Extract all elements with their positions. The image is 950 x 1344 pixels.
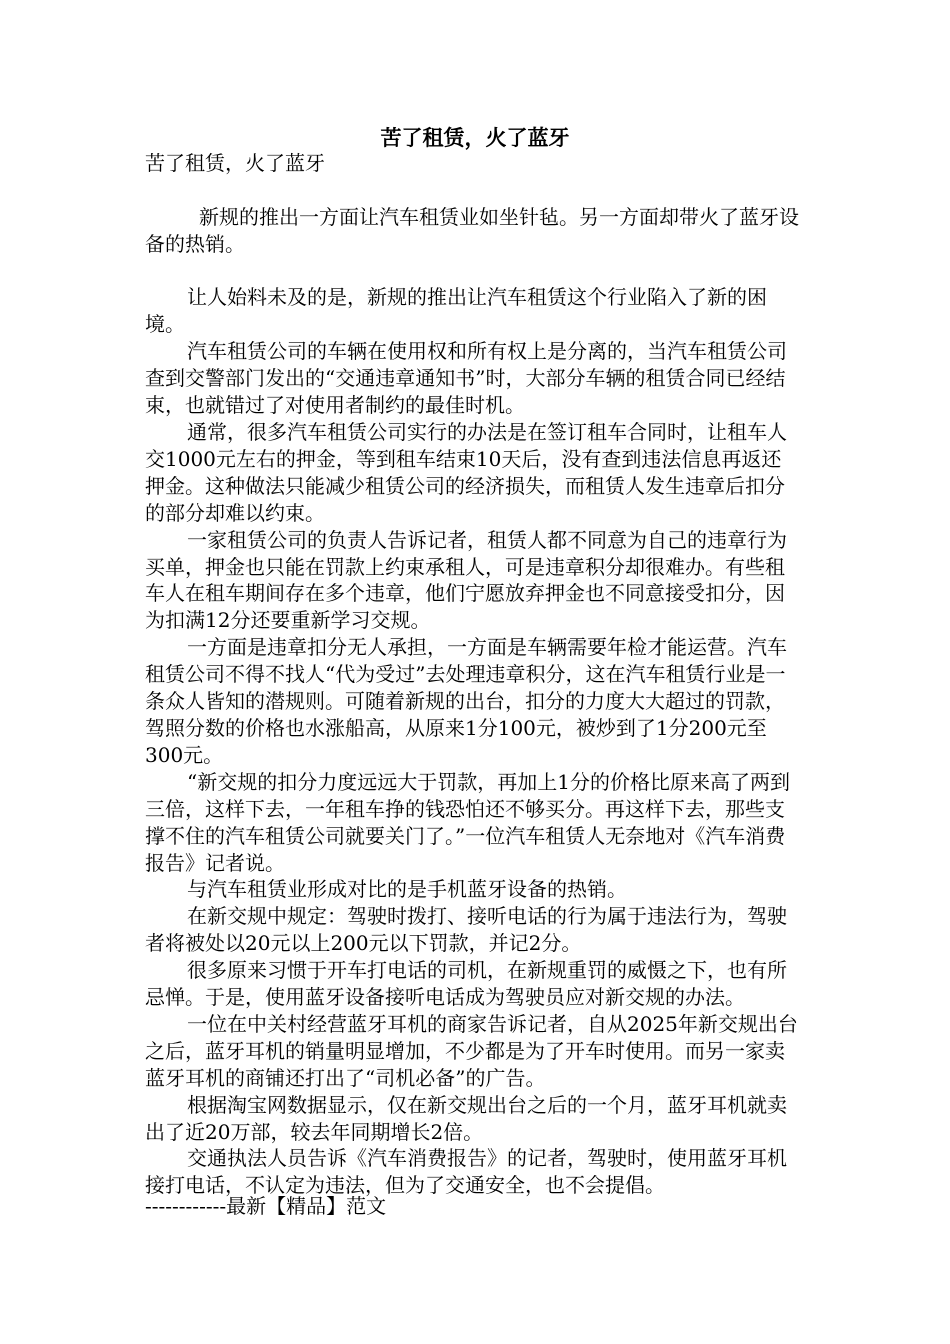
footer-text: ------------最新【精品】范文	[145, 1194, 387, 1218]
paragraph-3: 通常，很多汽车租赁公司实行的办法是在签订租车合同时，让租车人交1000元左右的押金，等到租车结束10天后，没有查到违法信息再返还押金。这种做法只能减少租赁公司的经济损失，而租赁人发生违章后扣分的部分却难以约束。	[145, 420, 787, 525]
paragraph-6: “新交规的扣分力度远远大于罚款，再加上1分的价格比原来高了两到三倍，这样下去，一年租车挣的钱恐怕还不够买分。再这样下去，那些支撑不住的汽车租赁公司就要关门了。”一位汽车租赁人无奈地对《汽车消费报告》记者说。	[145, 769, 790, 875]
paragraph-7: 与汽车租赁业形成对比的是手机蓝牙设备的热销。	[187, 877, 627, 902]
paragraph-4: 一家租赁公司的负责人告诉记者，租赁人都不同意为自己的违章行为买单，押金也只能在罚款上约束承租人，可是违章积分却很难办。有些租车人在租车期间存在多个违章，他们宁愿放弃押金也不同意接受扣分，因为扣满12分还要重新学习交规。	[145, 527, 787, 633]
document-subtitle: 苦了租赁，火了蓝牙	[145, 151, 325, 175]
blank-line	[145, 258, 800, 285]
paragraph-1: 让人始料未及的是，新规的推出让汽车租赁这个行业陷入了新的困境。	[145, 285, 767, 337]
paragraph-10: 一位在中关村经营蓝牙耳机的商家告诉记者，自从2025年新交规出台之后，蓝牙耳机的销量明显增加，不少都是为了开车时使用。而另一家卖蓝牙耳机的商铺还打出了“司机必备”的广告。	[145, 1011, 798, 1090]
document-body	[145, 150, 800, 1199]
paragraph-11: 根据淘宝网数据显示，仅在新交规出台之后的一个月，蓝牙耳机就卖出了近20万部，较去年同期增长2倍。	[145, 1092, 787, 1144]
lead-paragraph: 新规的推出一方面让汽车租赁业如坐针毡。另一方面却带火了蓝牙设备的热销。	[145, 204, 799, 256]
paragraph-5: 一方面是违章扣分无人承担，一方面是车辆需要年检才能运营。汽车租赁公司不得不找人“代为受过”去处理违章积分，这在汽车租赁行业是一条众人皆知的潜规则。可随着新规的出台，扣分的力度大大超过的罚款，驾照分数的价格也水涨船高，从原来1分100元，被炒到了1分200元至300元。	[145, 635, 787, 767]
paragraph-8: 在新交规中规定：驾驶时拨打、接听电话的行为属于违法行为，驾驶者将被处以20元以上200元以下罚款，并记2分。	[145, 904, 787, 956]
paragraph-2: 汽车租赁公司的车辆在使用权和所有权上是分离的，当汽车租赁公司查到交警部门发出的“交通违章通知书”时，大部分车辆的租赁合同已经结束，也就错过了对使用者制约的最佳时机。	[145, 339, 787, 418]
document-title: 苦了租赁，火了蓝牙	[380, 125, 570, 150]
paragraph-12: 交通执法人员告诉《汽车消费报告》的记者，驾驶时，使用蓝牙耳机接打电话，不认定为违法，但为了交通安全，也不会提倡。	[145, 1146, 787, 1198]
blank-line	[145, 177, 800, 204]
paragraph-9: 很多原来习惯于开车打电话的司机，在新规重罚的威慑之下，也有所忌惮。于是，使用蓝牙设备接听电话成为驾驶员应对新交规的办法。	[145, 958, 787, 1010]
